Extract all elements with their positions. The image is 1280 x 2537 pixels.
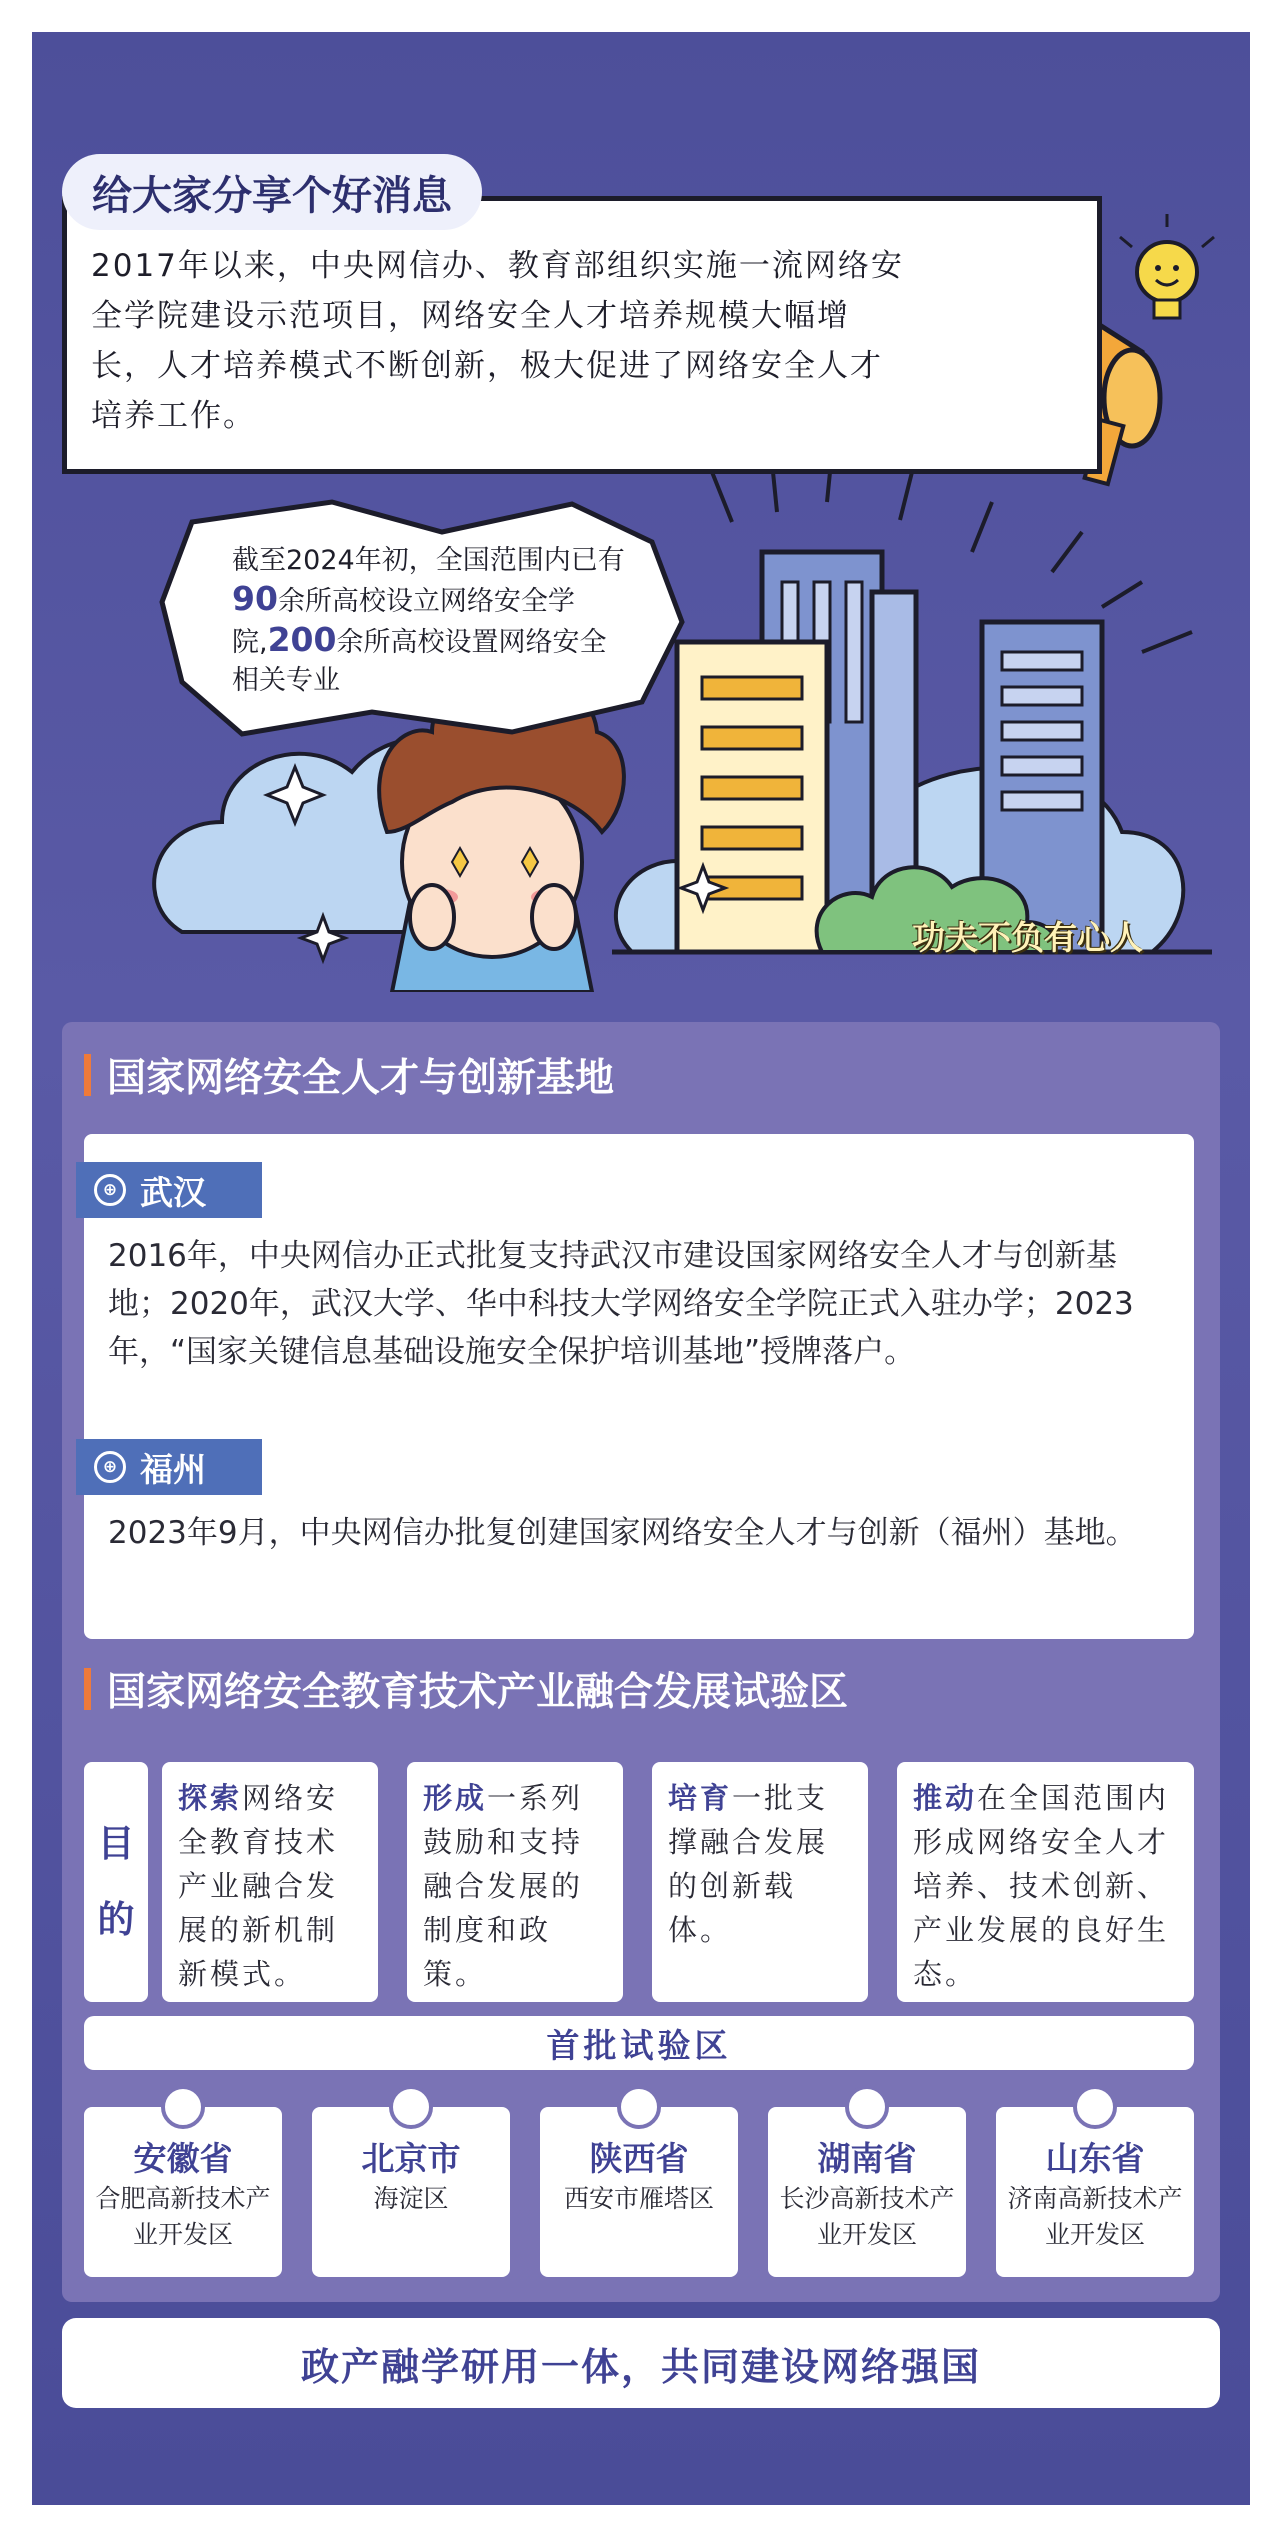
title-accent-bar	[84, 1668, 91, 1710]
zone-area: 济南高新技术产业开发区	[1007, 2184, 1183, 2249]
zone-area: 合肥高新技术产业开发区	[95, 2184, 271, 2249]
bubble-text: 截至2024年初，全国范围内已有90余所高校设立网络安全学院,200余所高校设置网络安全相关专业	[232, 545, 625, 696]
intro-text: 2017年以来，中央网信办、教育部组织实施一流网络安全学院建设示范项目，网络安全人才培养规模大幅增长，人才培养模式不断创新，极大促进了网络安全人才培养工作。	[91, 248, 904, 434]
college-count: 90	[232, 579, 278, 618]
base-card	[84, 1134, 1194, 1639]
section2-title: 国家网络安全教育技术产业融合发展试验区	[84, 1664, 848, 1714]
zone-card	[84, 2107, 282, 2277]
zone-area: 长沙高新技术产业开发区	[779, 2184, 955, 2249]
zone-card	[996, 2107, 1194, 2277]
goal-card: 推动在全国范围内形成网络安全人才培养、技术创新、产业发展的良好生态。	[897, 1762, 1194, 2002]
content-panel	[62, 1022, 1220, 2302]
ring-icon	[845, 2085, 889, 2129]
share-title: 给大家分享个好消息	[62, 154, 482, 230]
zone-card	[540, 2107, 738, 2277]
zone-card	[312, 2107, 510, 2277]
zone-province: 陕西省	[589, 2139, 689, 2178]
city-tab-fuzhou: ⊕ 福州	[76, 1439, 262, 1495]
ring-icon	[617, 2085, 661, 2129]
zone-area: 西安市雁塔区	[563, 2184, 714, 2213]
globe-icon: ⊕	[94, 1451, 126, 1483]
slogan: 功夫不负有心人	[912, 918, 1143, 957]
title-accent-bar	[84, 1054, 91, 1096]
zone-province: 山东省	[1045, 2139, 1145, 2178]
ring-icon	[1073, 2085, 1117, 2129]
goal-card: 培育一批支撑融合发展的创新载体。	[652, 1762, 868, 2002]
first-batch-title: 首批试验区	[84, 2016, 1194, 2070]
zone-province: 北京市	[361, 2139, 461, 2178]
goal-card: 探索网络安全教育技术产业融合发展的新机制新模式。	[162, 1762, 378, 2002]
ring-icon	[161, 2085, 205, 2129]
fuzhou-text: 2023年9月，中央网信办批复创建国家网络安全人才与创新（福州）基地。	[108, 1515, 1137, 1551]
zone-area: 海淀区	[373, 2184, 449, 2213]
city-tab-wuhan: ⊕ 武汉	[76, 1162, 262, 1218]
zone-province: 安徽省	[133, 2139, 233, 2178]
goal-label: 目 的	[84, 1762, 148, 2002]
zone-province: 湖南省	[817, 2139, 917, 2178]
section1-title: 国家网络安全人才与创新基地	[84, 1050, 614, 1100]
major-count: 200	[267, 620, 337, 659]
globe-icon: ⊕	[94, 1174, 126, 1206]
zone-card	[768, 2107, 966, 2277]
wuhan-text: 2016年，中央网信办正式批复支持武汉市建设国家网络安全人才与创新基地；2020年，武汉大学、华中科技大学网络安全学院正式入驻办学；2023年，“国家关键信息基础设施安全保护培训基地”授牌落户。	[108, 1238, 1134, 1370]
goal-card: 形成一系列鼓励和支持融合发展的制度和政策。	[407, 1762, 623, 2002]
speech-bubble	[152, 492, 692, 742]
hero-section	[32, 32, 1250, 992]
intro-box	[62, 196, 1102, 474]
poster	[32, 32, 1250, 2505]
footer-slogan: 政产融学研用一体，共同建设网络强国	[62, 2318, 1220, 2408]
ring-icon	[389, 2085, 433, 2129]
lightbulb-icon	[1120, 214, 1214, 318]
